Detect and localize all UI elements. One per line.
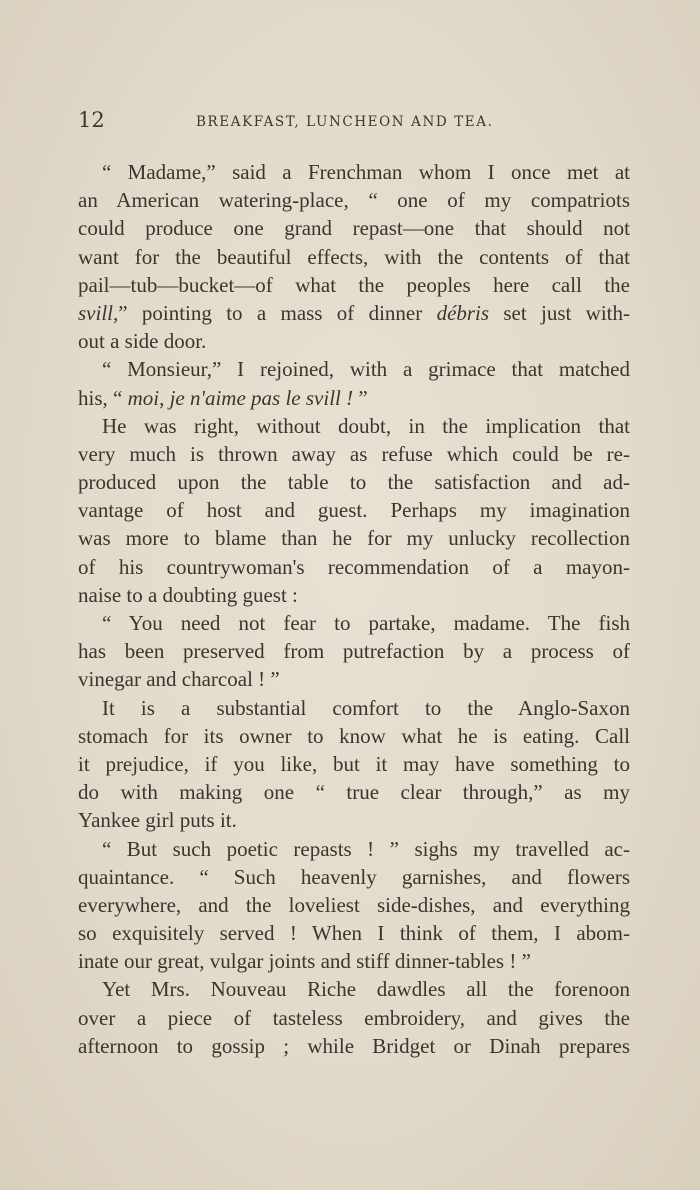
text-run: quaintance. “ Such heavenly garnishes, and flowers [78, 864, 630, 889]
text-line [78, 1032, 630, 1060]
text-run: of his countrywoman's recommendation of a mayon- [78, 554, 630, 579]
body-text [78, 158, 630, 1060]
text-run: inate our great, vulgar joints and stiff dinner-tables ! ” [78, 949, 531, 974]
text-line [78, 778, 630, 806]
text-run: vinegar and charcoal ! ” [78, 667, 280, 692]
text-line [78, 835, 630, 863]
text-line [78, 384, 630, 412]
text-run: “ But such poetic repasts ! ” sighs my travelled ac- [102, 836, 630, 861]
text-line [78, 327, 630, 355]
text-run: produced upon the table to the satisfaction and ad- [78, 470, 630, 495]
text-line [78, 891, 630, 919]
text-line [78, 158, 630, 186]
text-line [78, 806, 630, 834]
text-line [78, 863, 630, 891]
text-line [78, 412, 630, 440]
text-run: He was right, without doubt, in the implication that [102, 413, 630, 438]
text-line [78, 1004, 630, 1032]
text-line [78, 553, 630, 581]
page-number: 12 [78, 108, 105, 132]
text-run: set just with- [489, 300, 630, 325]
text-line [78, 975, 630, 1003]
text-run: “ Madame,” said a Frenchman whom I once met at [102, 160, 630, 184]
text-run: so exquisitely served ! When I think of them, I abom- [78, 921, 630, 946]
text-run: want for the beautiful effects, with the contents of that [78, 244, 630, 269]
page-header [78, 108, 630, 138]
text-line [78, 214, 630, 242]
text-run: “ You need not fear to partake, madame. The fish [102, 611, 630, 635]
text-run: has been preserved from putrefaction by a process of [78, 639, 630, 664]
italic-text: svill, [78, 300, 119, 325]
text-run: ” [353, 385, 368, 410]
text-line [78, 750, 630, 778]
text-run: Yankee girl puts it. [78, 808, 237, 833]
text-line [78, 722, 630, 750]
text-run: It is a substantial comfort to the Anglo-Saxon [102, 695, 630, 720]
text-run: ” pointing to a mass of dinner [118, 300, 437, 325]
text-run: do with making one “ true clear through,” as my [78, 780, 630, 805]
text-run: an American watering-place, “ one of my compatriots [78, 188, 630, 213]
text-line [78, 637, 630, 665]
text-line [78, 243, 630, 271]
text-run: very much is thrown away as refuse which could be re- [78, 441, 630, 466]
text-run: everywhere, and the loveliest side-dishes, and everything [78, 892, 630, 917]
text-line [78, 919, 630, 947]
text-line [78, 355, 630, 383]
text-line [78, 947, 630, 975]
text-run: pail—tub—bucket—of what the peoples here call the [78, 272, 630, 297]
text-run: Yet Mrs. Nouveau Riche dawdles all the forenoon [102, 977, 630, 1002]
text-run: stomach for its owner to know what he is eating. Call [78, 723, 630, 748]
text-run: afternoon to gossip ; while Bridget or Dinah prepares [78, 1033, 630, 1058]
text-line [78, 440, 630, 468]
text-run: it prejudice, if you like, but it may have something to [78, 751, 630, 776]
italic-text: moi, je n'aime pas le svill ! [127, 385, 354, 410]
text-line [78, 581, 630, 609]
running-head: BREAKFAST, LUNCHEON AND TEA. [196, 114, 494, 130]
text-line [78, 694, 630, 722]
text-line [78, 524, 630, 552]
text-line [78, 271, 630, 299]
italic-text: débris [436, 300, 490, 325]
text-run: vantage of host and guest. Perhaps my imagination [78, 498, 630, 523]
text-line [78, 496, 630, 524]
text-run: “ Monsieur,” I rejoined, with a grimace that matched [102, 357, 630, 382]
text-run: naise to a doubting guest : [78, 582, 298, 607]
text-line [78, 186, 630, 214]
text-line [78, 299, 630, 327]
text-run: could produce one grand repast—one that should not [78, 216, 630, 241]
text-run: was more to blame than he for my unlucky recollection [78, 526, 630, 551]
text-run: his, “ [78, 385, 128, 410]
text-run: over a piece of tasteless embroidery, and gives the [78, 1005, 630, 1030]
text-line [78, 609, 630, 637]
text-line [78, 665, 630, 693]
text-line [78, 468, 630, 496]
text-run: out a side door. [78, 329, 207, 354]
